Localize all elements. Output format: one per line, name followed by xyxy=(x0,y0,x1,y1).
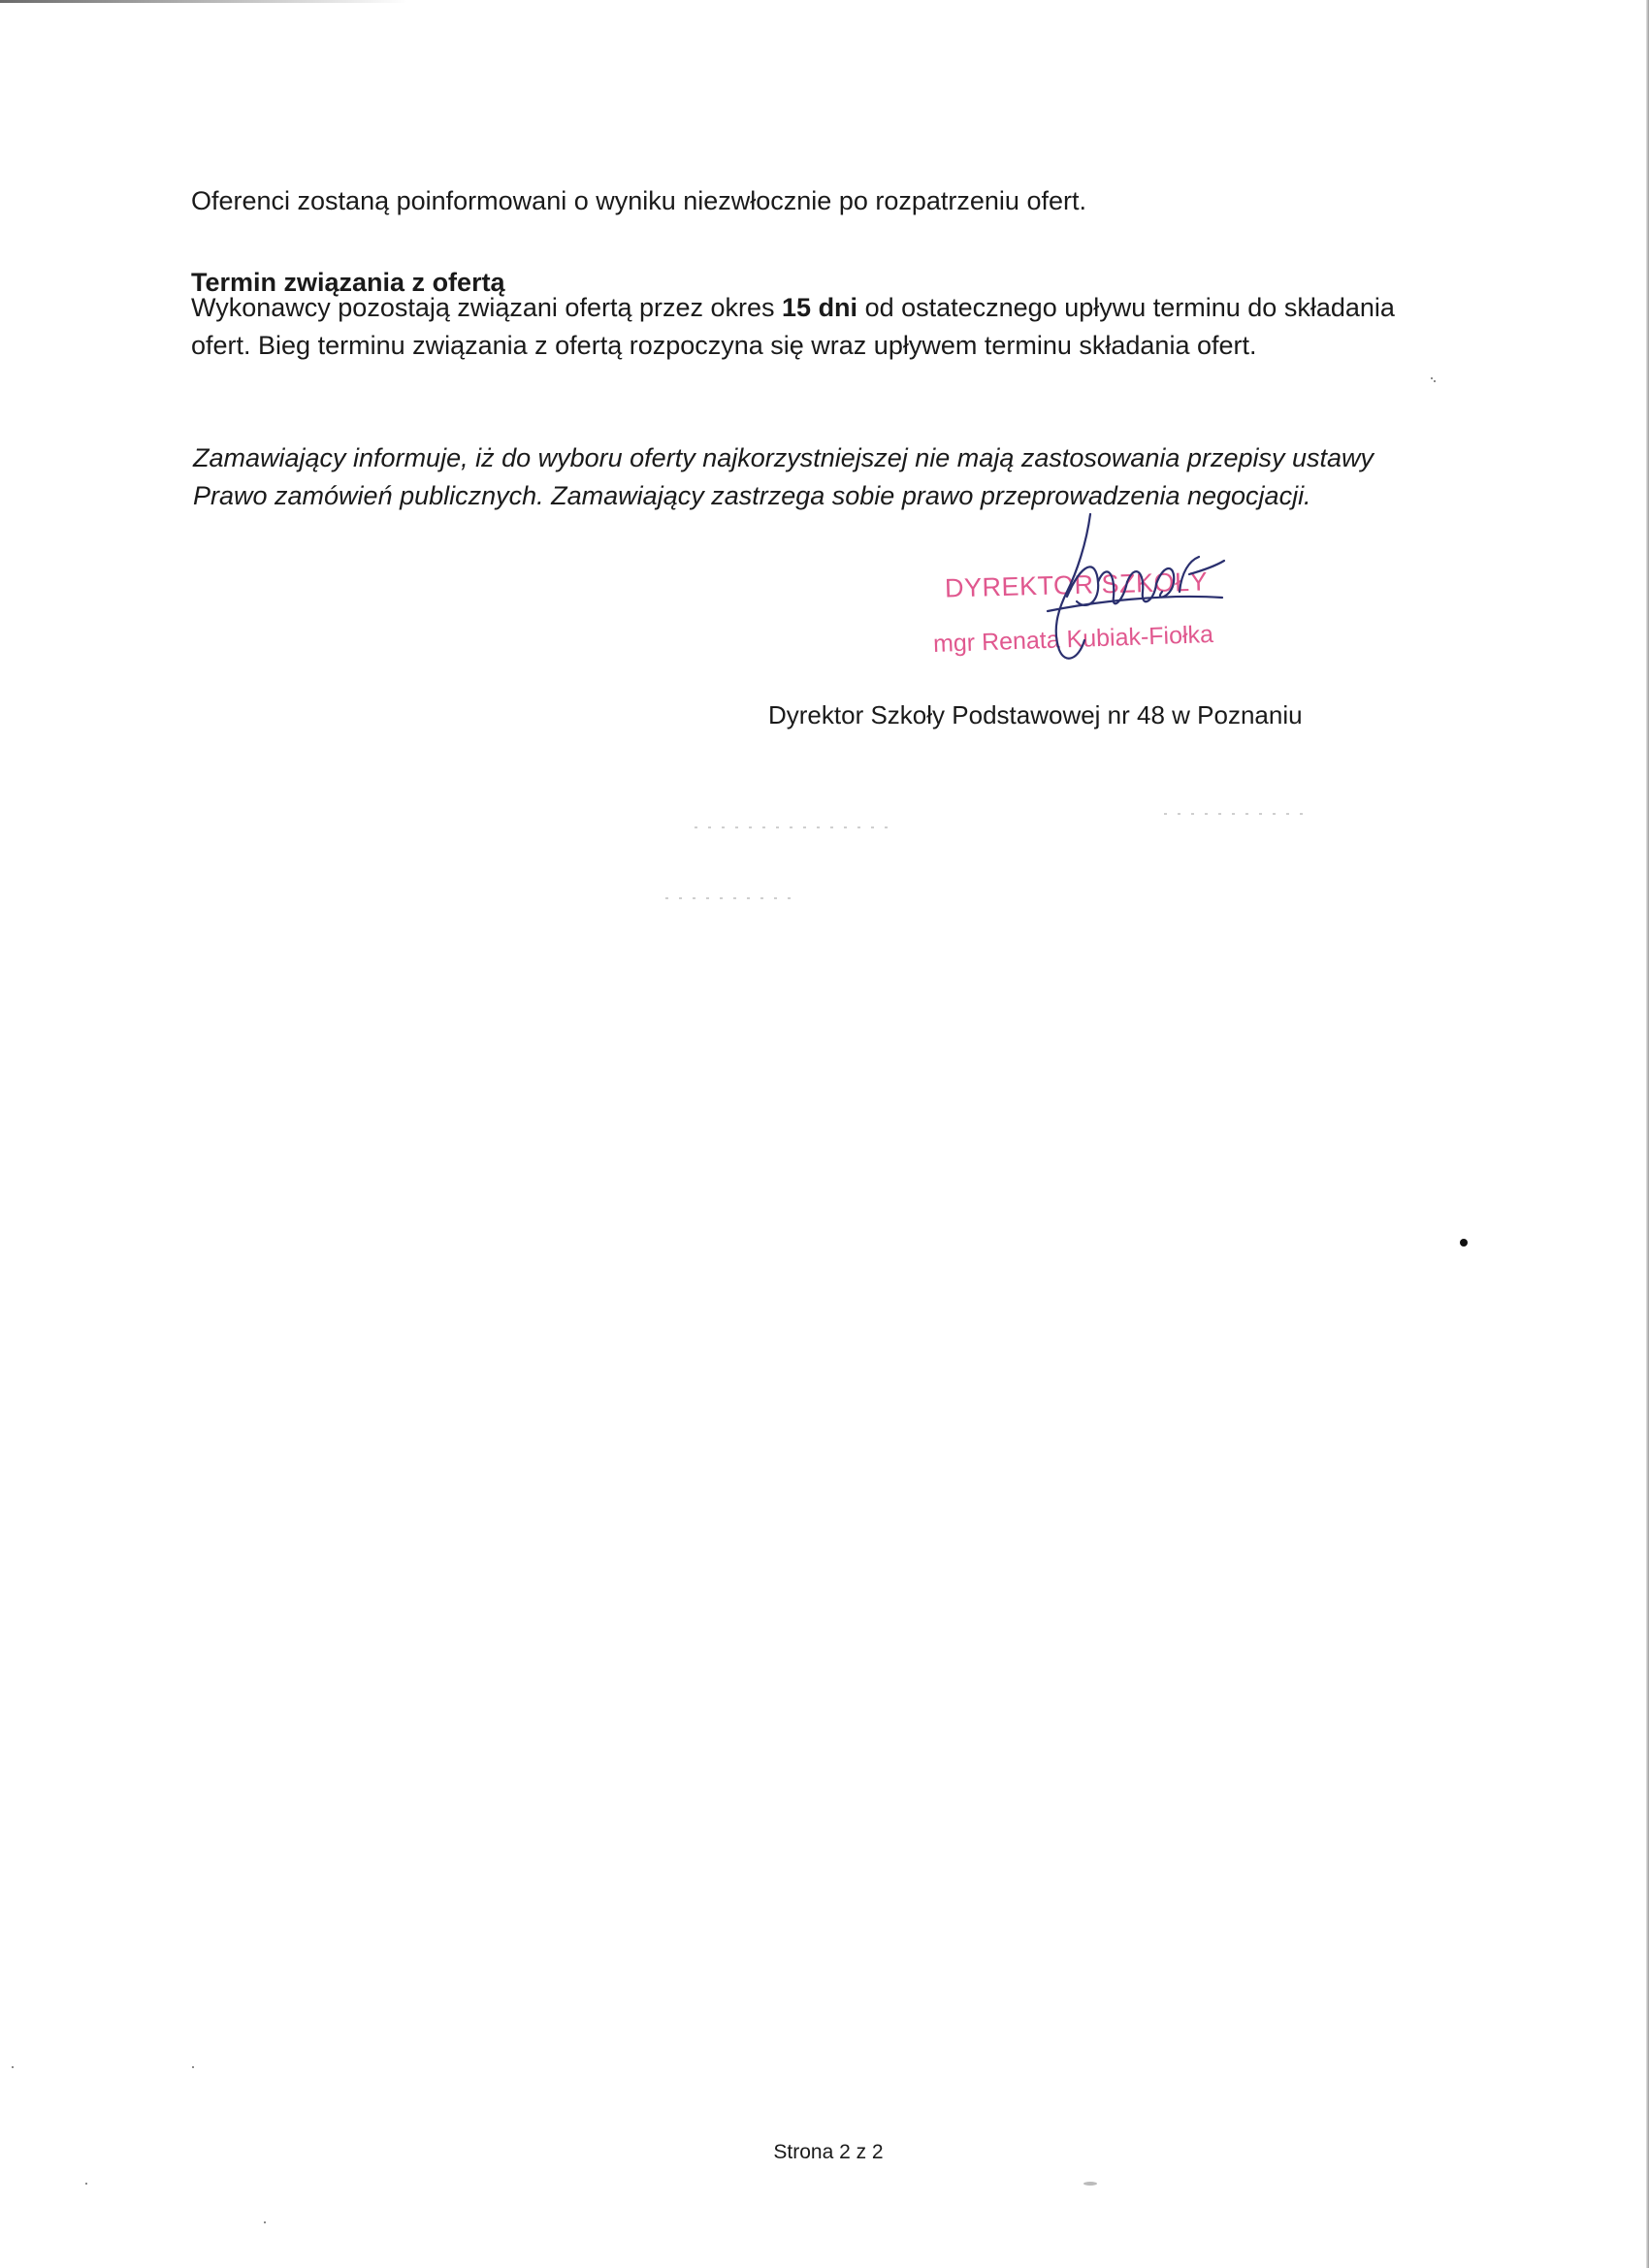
scan-speck xyxy=(192,2066,194,2068)
binding-line-1-end: od ostatecznego upływu terminu do składania xyxy=(857,293,1395,322)
scan-speck xyxy=(1460,1239,1468,1247)
signatory-line: Dyrektor Szkoły Podstawowej nr 48 w Poznaniu xyxy=(768,700,1303,729)
binding-line-2: ofert. Bieg terminu związania z ofertą rozpoczyna się wraz upływem terminu składania ofert. xyxy=(191,331,1257,360)
stamp-name: mgr Renata Kubiak-Fiołka xyxy=(932,620,1214,659)
binding-days-value: 15 dni xyxy=(782,293,858,322)
scan-speck xyxy=(264,2221,266,2223)
scan-speck xyxy=(1083,2182,1097,2186)
signature-stroke xyxy=(1180,557,1224,592)
scan-noise xyxy=(1164,813,1310,815)
scan-speck xyxy=(85,2183,87,2185)
notice-line-2: Prawo zamówień publicznych. Zamawiający zastrzega sobie prawo przeprowadzenia negocjacji. xyxy=(193,481,1311,510)
section-heading: Termin związania z ofertą xyxy=(191,268,505,297)
signature-stroke xyxy=(1156,568,1174,597)
signature-stroke xyxy=(1048,597,1222,611)
binding-period-paragraph xyxy=(191,289,1452,365)
notice-paragraph xyxy=(193,439,1464,515)
signature-stroke xyxy=(1067,567,1098,605)
scan-speck xyxy=(12,2066,14,2068)
result-paragraph: Oferenci zostaną poinformowani o wyniku niezwłocznie po rozpatrzeniu ofert. xyxy=(191,186,1086,215)
scan-speck xyxy=(1434,380,1436,382)
signature-stroke xyxy=(1098,571,1127,603)
binding-line-1-start: Wykonawcy pozostają związani ofertą przez okres xyxy=(191,293,783,322)
stamp-title: DYREKTOR SZKOŁY xyxy=(944,567,1209,603)
scan-noise xyxy=(695,826,898,828)
scan-noise xyxy=(665,897,801,899)
scan-speck xyxy=(1431,377,1433,379)
signature-stroke xyxy=(1056,514,1090,659)
scan-edge-top xyxy=(0,0,407,3)
handwritten-signature xyxy=(1009,504,1242,679)
binding-line-1 xyxy=(191,289,1452,327)
page-footer: Strona 2 z 2 xyxy=(773,2141,884,2163)
notice-line-1: Zamawiający informuje, iż do wyboru oferty najkorzystniejszej nie mają zastosowania przepisy ustawy xyxy=(193,443,1374,472)
